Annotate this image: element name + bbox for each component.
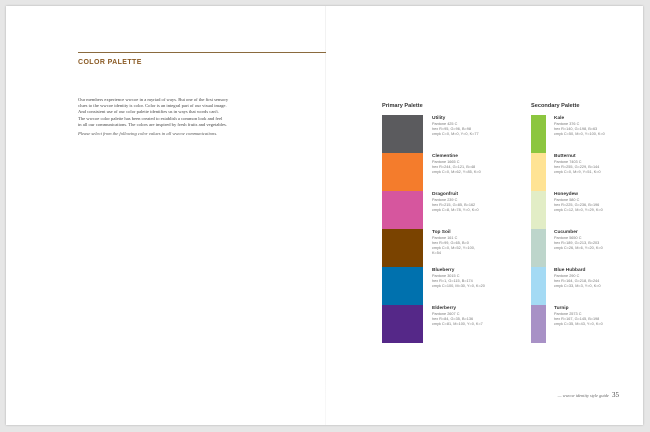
hex-value: hex R=140, G=198, B=63 <box>554 127 598 131</box>
color-name: Blue Hubbard <box>554 268 586 273</box>
color-name: Elderberry <box>432 306 456 311</box>
color-name: Turnip <box>554 306 569 311</box>
hex-value: hex R=244, G=121, B=48 <box>432 165 476 169</box>
cmyk-value: cmyk C=0, M=62, Y=85, K=0 <box>432 170 481 174</box>
color-swatch <box>382 267 423 305</box>
color-swatch <box>382 229 423 267</box>
page-number: 35 <box>612 391 619 399</box>
hex-value: hex R=215, G=85, B=162 <box>432 203 476 207</box>
color-name: Top Soil <box>432 230 451 235</box>
pantone-code: Pantone 2573 C <box>554 312 582 316</box>
pantone-code: Pantone 376 C <box>554 122 580 126</box>
color-swatch <box>531 267 546 305</box>
intro-line: The wwcoe color palette has been created to establish a common look and feel <box>78 115 223 121</box>
intro-line: Our members experience wwcoe in a myriad of ways. But one of the first sensory <box>78 97 229 102</box>
color-name: Utility <box>432 116 446 121</box>
color-name: Dragonfruit <box>432 192 459 197</box>
cmyk-value: cmyk C=33, M=3, Y=0, K=0 <box>554 284 601 288</box>
title-rule <box>78 52 326 53</box>
intro-line: And consistent use of our color palette identifies us in ways that words can't. <box>78 109 219 115</box>
color-swatch <box>531 115 546 153</box>
secondary-palette-title: Secondary Palette <box>531 103 580 109</box>
cmyk-value: cmyk C=81, M=100, Y=0, K=7 <box>432 322 483 326</box>
color-name: Butternut <box>554 154 576 159</box>
hex-value: hex R=95, G=96, B=98 <box>432 127 471 131</box>
pantone-code: Pantone 1665 C <box>432 160 460 164</box>
intro-paragraph <box>78 97 284 128</box>
color-swatch <box>382 153 423 191</box>
cmyk-value: cmyk C=50, M=0, Y=100, K=0 <box>554 132 605 136</box>
pantone-code: Pantone 3015 C <box>432 274 460 278</box>
pantone-code: Pantone 7403 C <box>554 160 582 164</box>
color-name: Blueberry <box>432 268 455 273</box>
intro-note: Please select from the following color values in all wwcoe communications. <box>78 131 218 136</box>
cmyk-value: cmyk C=0, M=52, Y=100, <box>432 246 475 250</box>
color-name: Clementine <box>432 154 458 159</box>
page-gutter <box>325 6 326 425</box>
cmyk-value: cmyk C=0, M=9, Y=51, K=0 <box>554 170 601 174</box>
primary-palette-title: Primary Palette <box>382 103 423 109</box>
hex-value: hex R=84, G=35, B=136 <box>432 317 474 321</box>
color-swatch <box>531 305 546 343</box>
color-name: Honeydew <box>554 192 578 197</box>
section-title: COLOR PALETTE <box>78 59 142 66</box>
pantone-code: Pantone 290 C <box>554 274 580 278</box>
hex-value: hex R=189, G=213, B=203 <box>554 241 600 245</box>
color-swatch <box>382 115 423 153</box>
cmyk-value: cmyk C=35, M=43, Y=0, K=0 <box>554 322 603 326</box>
color-swatch <box>382 305 423 343</box>
color-swatch <box>531 191 546 229</box>
color-name: Kale <box>554 116 565 121</box>
color-swatch <box>382 191 423 229</box>
hex-value: hex R=164, G=218, B=244 <box>554 279 600 283</box>
hex-value: hex R=99, G=65, B=0 <box>432 241 469 245</box>
pantone-code: Pantone 161 C <box>432 236 458 240</box>
footer-text: — wwcoe identity style guide <box>557 393 609 398</box>
cmyk-value: cmyk C=8, M=78, Y=0, K=0 <box>432 208 479 212</box>
pantone-code: Pantone 5650 C <box>554 236 582 240</box>
pantone-code: Pantone 425 C <box>432 122 458 126</box>
cmyk-value: cmyk C=26, M=6, Y=20, K=0 <box>554 246 603 250</box>
document-page <box>6 6 643 425</box>
pantone-code: Pantone 239 C <box>432 198 458 202</box>
color-swatch <box>531 153 546 191</box>
cmyk-value: cmyk C=0, M=0, Y=0, K=77 <box>432 132 479 136</box>
hex-value: hex R=1, G=115, B=174 <box>432 279 473 283</box>
hex-value: hex R=225, G=236, B=196 <box>554 203 600 207</box>
pantone-code: Pantone 580 C <box>554 198 580 202</box>
intro-line: in all our communications. The colors are inspired by fresh fruits and vegetables. <box>78 121 227 127</box>
intro-line: clues to the wwcoe identity is color. Color is an integral part of our visual image. <box>78 103 227 109</box>
pantone-code: Pantone 2607 C <box>432 312 460 316</box>
cmyk-value: cmyk C=12, M=0, Y=29, K=0 <box>554 208 603 212</box>
color-swatch <box>531 229 546 267</box>
cmyk-value-continued: K=54 <box>432 251 441 255</box>
hex-value: hex R=255, G=229, B=144 <box>554 165 600 169</box>
cmyk-value: cmyk C=100, M=30, Y=0, K=20 <box>432 284 485 288</box>
page-footer <box>558 391 619 399</box>
hex-value: hex R=167, G=145, B=198 <box>554 317 600 321</box>
color-name: Cucumber <box>554 230 578 235</box>
